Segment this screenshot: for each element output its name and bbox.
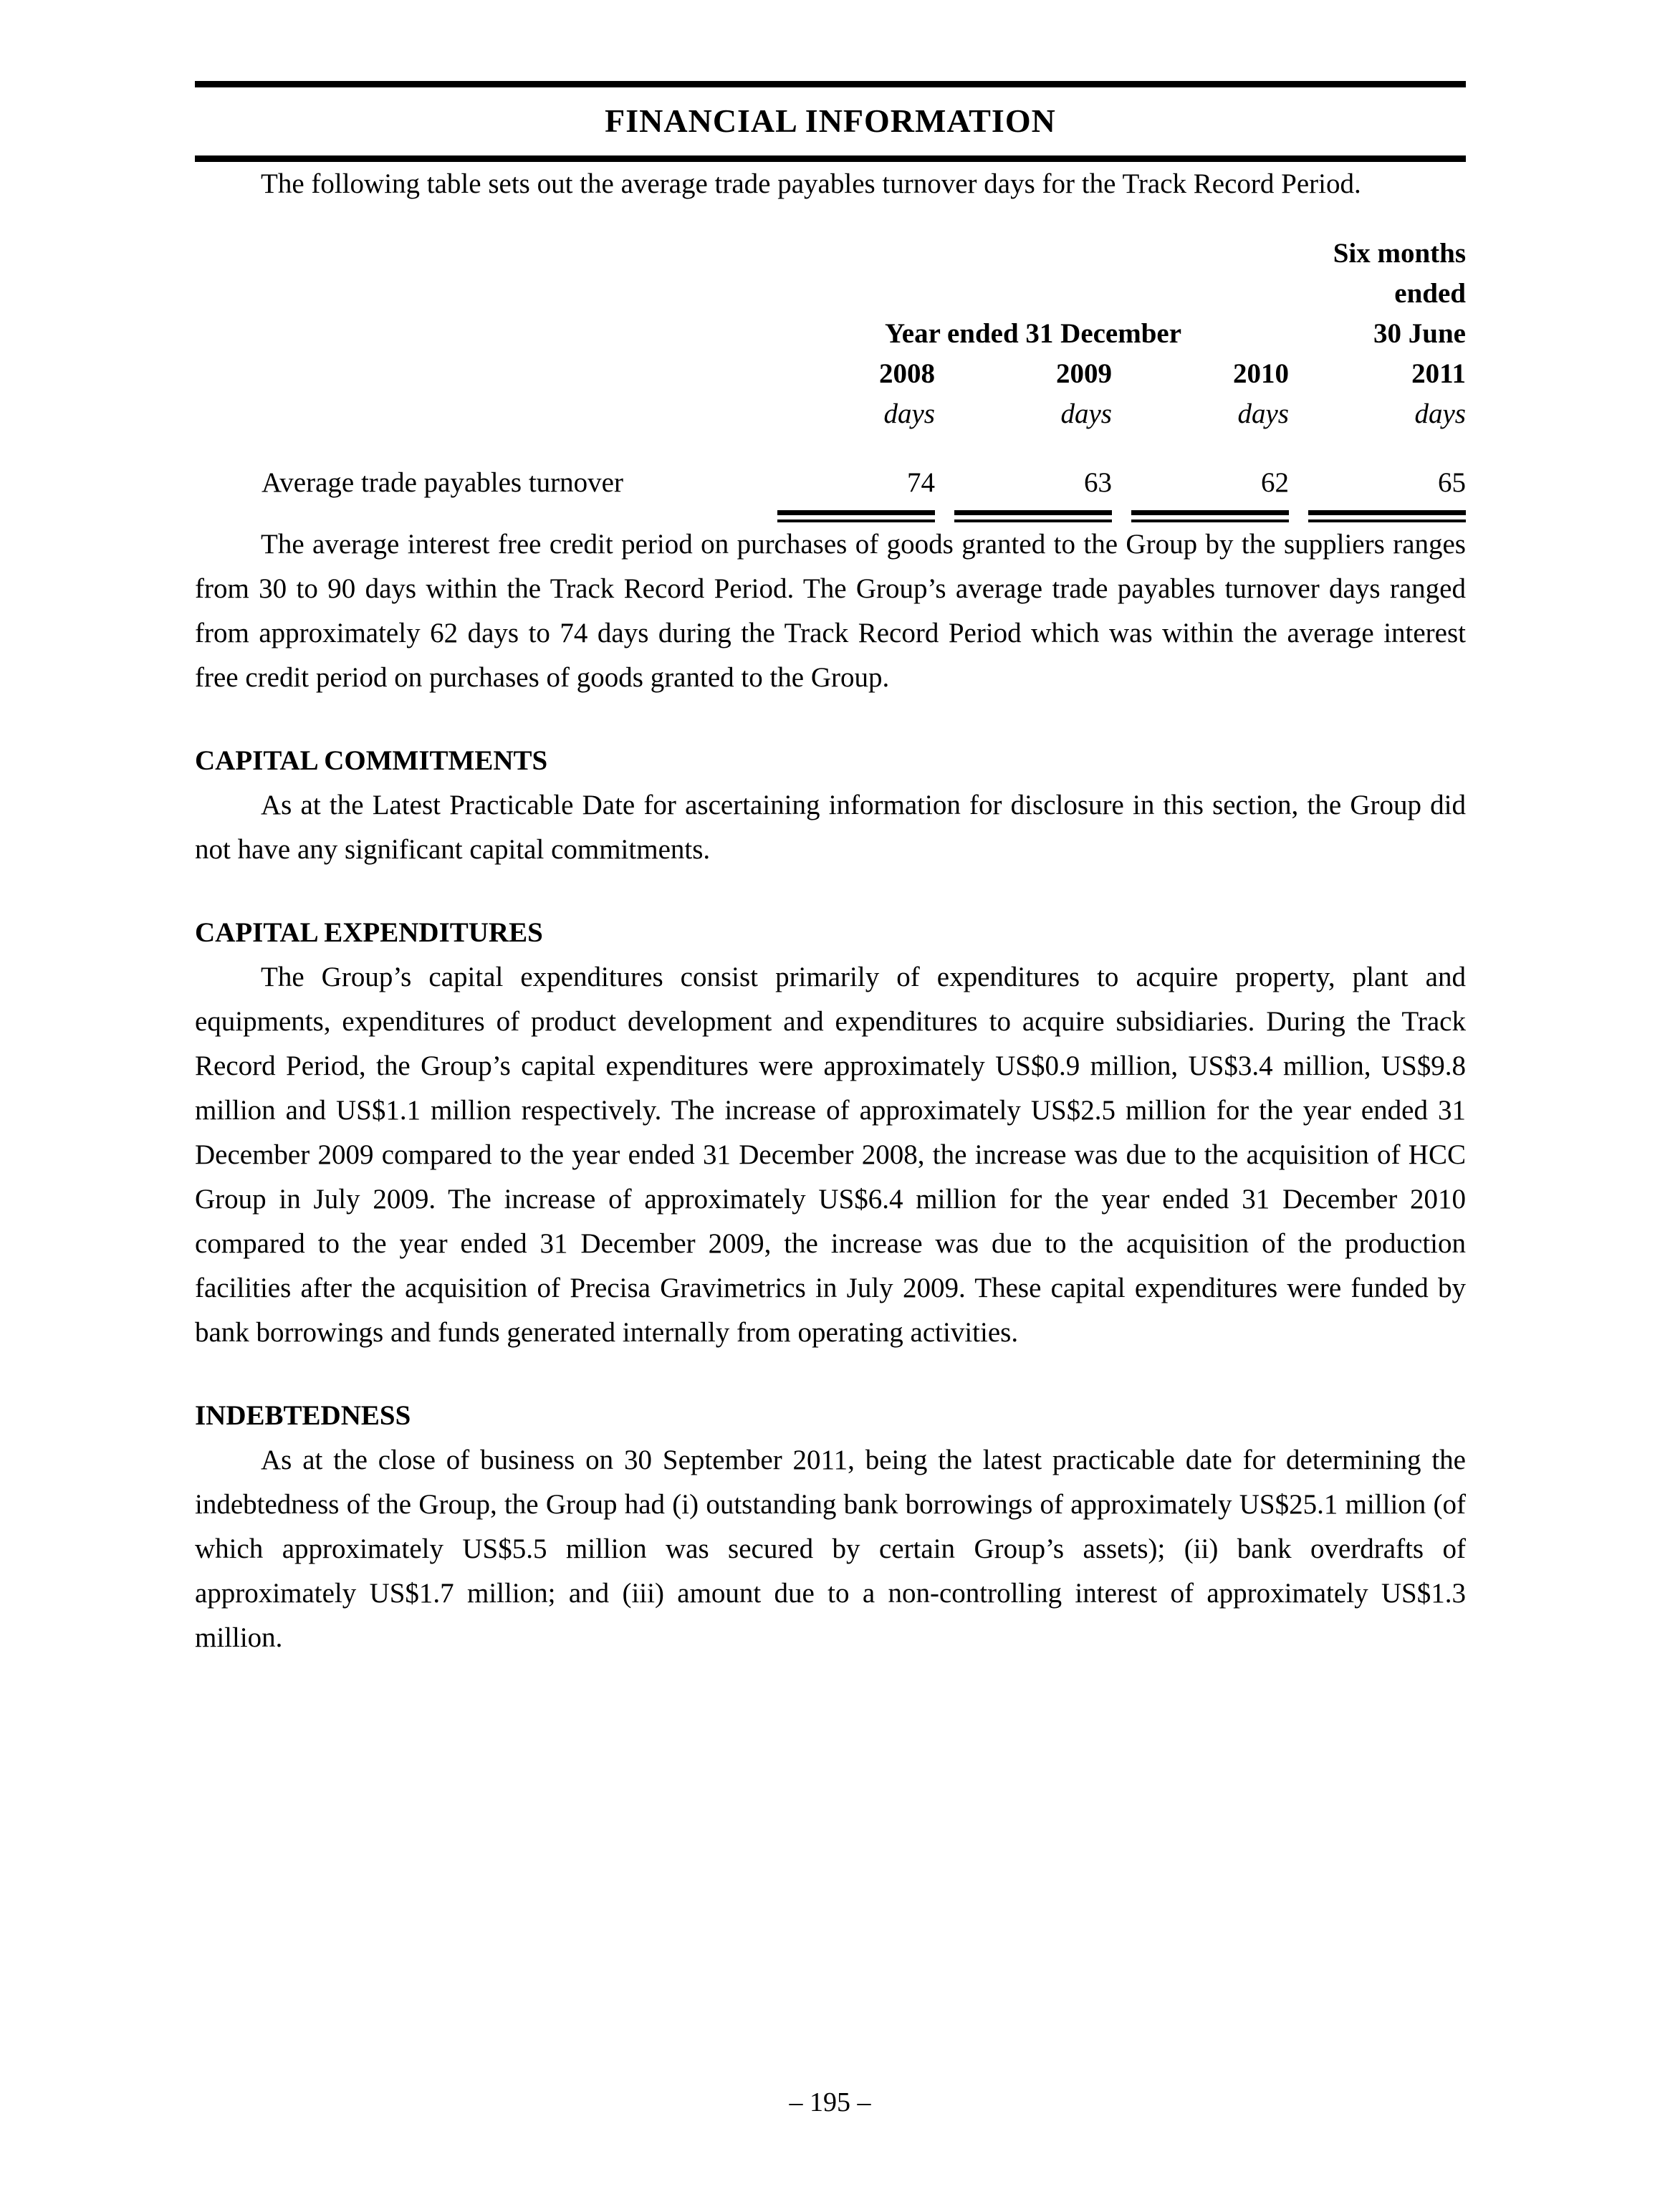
document-page: [195, 0, 1466, 1660]
capital-commitments-paragraph: As at the Latest Practicable Date for ascertaining information for disclosure in this section, the Group did not have any significant capital commitments.: [195, 790, 1466, 865]
unit-label: days: [883, 398, 935, 429]
double-rule: [1308, 510, 1466, 522]
value-2009: 63: [1084, 467, 1112, 498]
double-rule: [777, 510, 935, 522]
trade-payables-table: [195, 234, 1466, 522]
header-rule-top: [195, 81, 1466, 87]
credit-period-paragraph: The average interest free credit period on purchases of goods granted to the Group by the suppliers ranges from 30 to 90 days within the Track Record Period. The Group’s average trade payables turnover days ranged from approximately 62 days to 74 days during the Track Record Period which was within the average interest free credit period on purchases of goods granted to the Group.: [195, 529, 1466, 693]
row-label: Average trade payables turnover: [262, 467, 623, 498]
indebtedness-paragraph: As at the close of business on 30 September 2011, being the latest practicable date for determining the indebtedness of the Group, the Group had (i) outstanding bank borrowings of approximately US$25.1 million (of which approximately US$5.5 million was secured by certain Group’s assets); (ii) bank overdrafts of approximately US$1.7 million; and (iii) amount due to a non-controlling interest of approximately US$1.3 million.: [195, 1445, 1466, 1653]
table-header-row-2: [195, 274, 1466, 314]
intro-paragraph: The following table sets out the average trade payables turnover days for the Track Record Period.: [261, 168, 1361, 199]
unit-label: days: [1414, 398, 1466, 429]
double-rule: [954, 510, 1112, 522]
double-rule: [1131, 510, 1289, 522]
value-cell-2010: [1131, 463, 1289, 522]
value-cell-2008: [777, 463, 935, 522]
value-2010: 62: [1261, 467, 1289, 498]
six-months-header-line2: ended: [1394, 278, 1466, 309]
six-months-header-line3: 30 June: [1373, 318, 1466, 349]
value-cell-2009: [954, 463, 1112, 522]
page-number: – 195 –: [789, 2087, 871, 2117]
table-data-row: [195, 463, 1466, 522]
six-months-header-line1: Six months: [1333, 238, 1466, 269]
unit-label: days: [1237, 398, 1289, 429]
table-spacer: [195, 434, 1466, 463]
year-col-2009: 2009: [1056, 358, 1112, 389]
table-header-row-3: [195, 314, 1466, 354]
year-ended-group-header: Year ended 31 December: [884, 318, 1182, 349]
header-rule-bottom: [195, 155, 1466, 162]
value-2008: 74: [907, 467, 935, 498]
section-heading-indebtedness: INDEBTEDNESS: [195, 1400, 411, 1431]
year-col-2008: 2008: [879, 358, 935, 389]
table-header-row-1: [195, 234, 1466, 274]
table-units-row: [195, 394, 1466, 434]
section-heading-capital-commitments: CAPITAL COMMITMENTS: [195, 745, 548, 776]
value-2011: 65: [1438, 467, 1466, 498]
page-title: FINANCIAL INFORMATION: [605, 102, 1056, 139]
year-col-2010: 2010: [1233, 358, 1289, 389]
unit-label: days: [1060, 398, 1112, 429]
table-years-row: [195, 354, 1466, 394]
year-col-2011: 2011: [1411, 358, 1466, 389]
value-cell-2011: [1308, 463, 1466, 522]
section-heading-capital-expenditures: CAPITAL EXPENDITURES: [195, 917, 543, 948]
capital-expenditures-paragraph: The Group’s capital expenditures consist primarily of expenditures to acquire property, plant and equipments, expenditures of product development and expenditures to acquire subsidiaries. During the Track Record Period, the Group’s capital expenditures were approximately US$0.9 million, US$3.4 million, US$9.8 million and US$1.1 million respectively. The increase of approximately US$2.5 million for the year ended 31 December 2009 compared to the year ended 31 December 2008, the increase was due to the acquisition of HCC Group in July 2009. The increase of approximately US$6.4 million for the year ended 31 December 2010 compared to the year ended 31 December 2009, the increase was due to the acquisition of the production facilities after the acquisition of Precisa Gravimetrics in July 2009. These capital expenditures were funded by bank borrowings and funds generated internally from operating activities.: [195, 962, 1466, 1348]
